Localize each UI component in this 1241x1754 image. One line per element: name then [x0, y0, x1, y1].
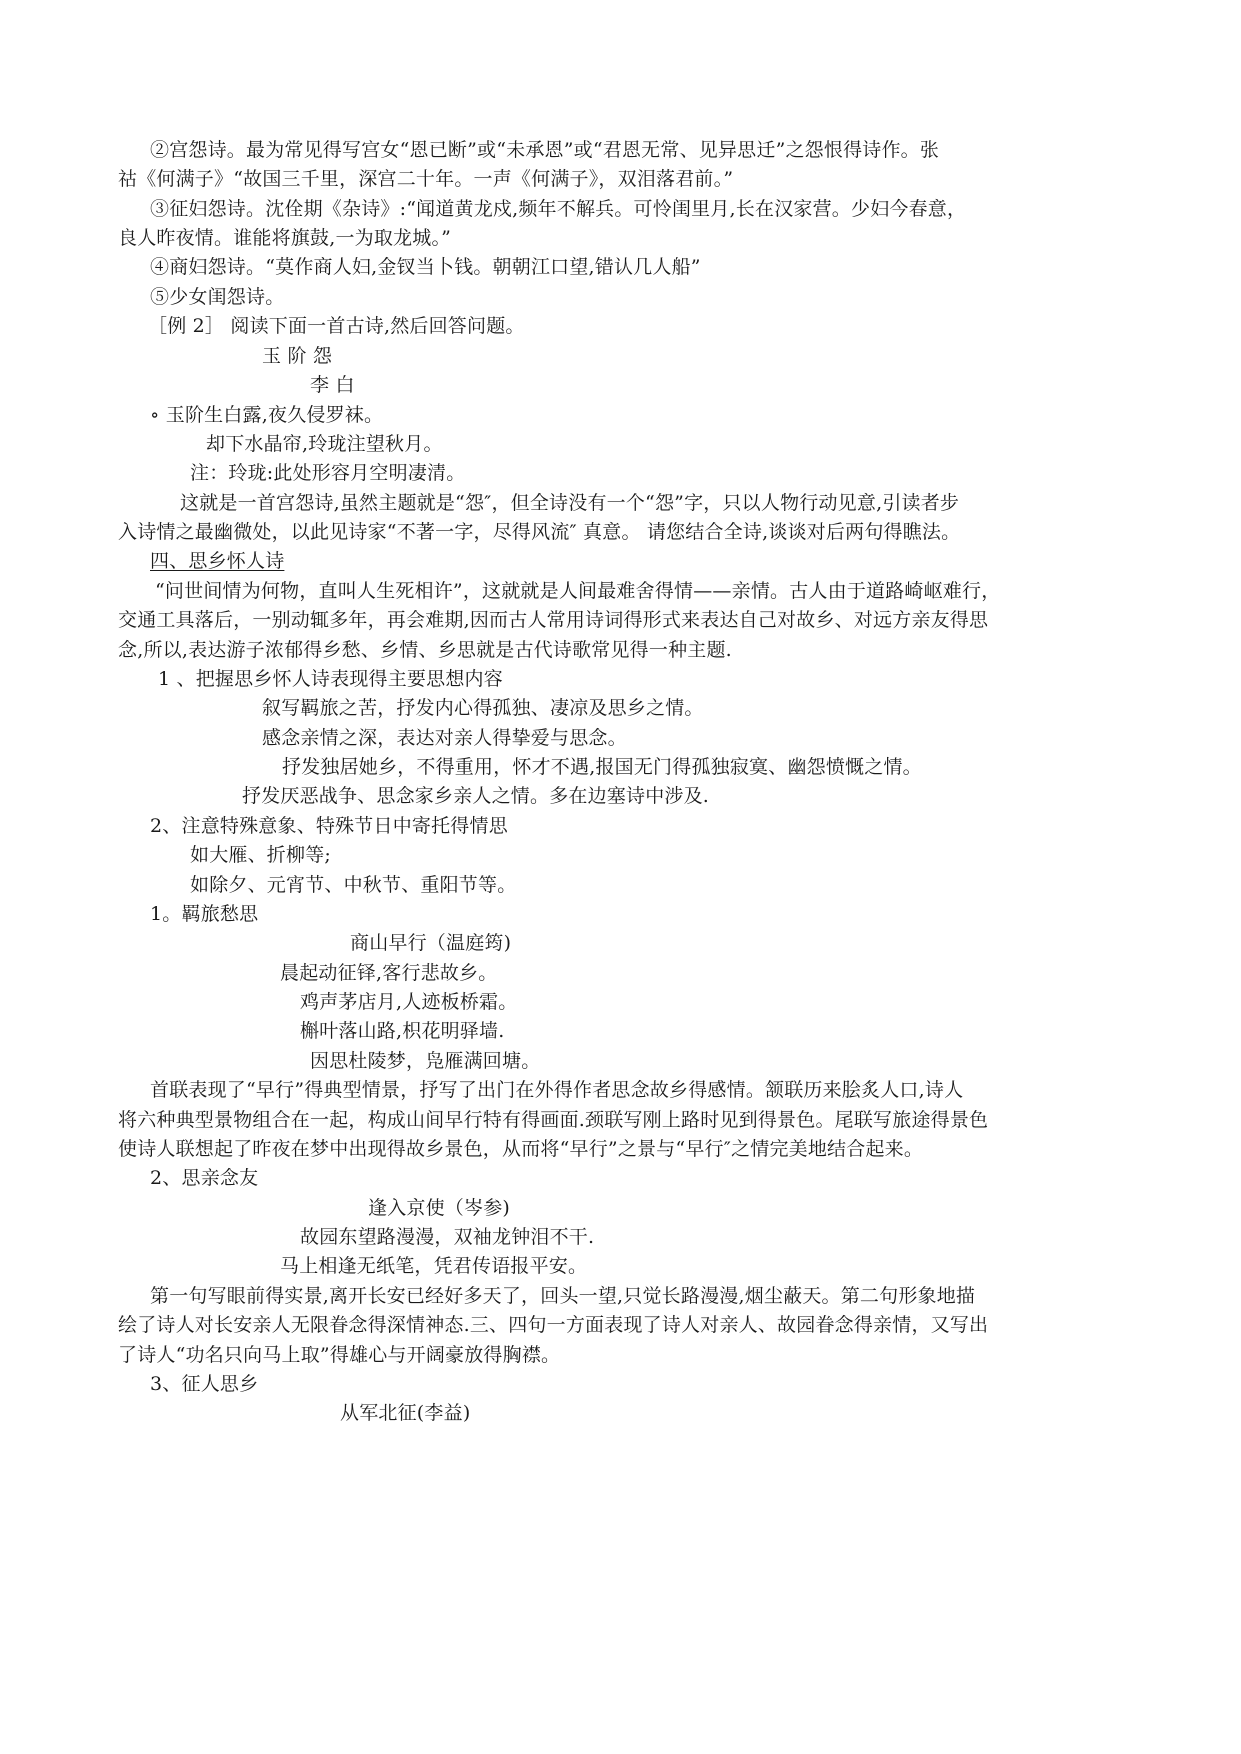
- list-item: 抒发独居她乡，不得重用，怀才不遇,报国无门得孤独寂寞、幽怨愤慨之情。: [282, 756, 922, 778]
- list-heading: 2、注意特殊意象、特殊节日中寄托得情思: [150, 815, 508, 837]
- poem-line: 却下水晶帘,玲珑注望秋月。: [206, 433, 443, 455]
- poem-line: 因思杜陵梦，凫雁满回塘。: [310, 1050, 541, 1072]
- poem-line: 故园东望路漫漫，双袖龙钟泪不干.: [300, 1226, 595, 1248]
- category-heading: 2、思亲念友: [150, 1167, 259, 1189]
- paragraph-line: ③征妇怨诗。沈佺期《杂诗》:“闻道黄龙戍,频年不解兵。可怜闺里月,长在汉家营。少妇今春意，: [150, 198, 967, 220]
- poem-title: 逢入京使（岑参): [368, 1197, 511, 1219]
- poem-author: 李 白: [310, 374, 355, 396]
- list-item: 如除夕、元宵节、中秋节、重阳节等。: [190, 874, 517, 896]
- poem-title: 商山早行（温庭筠): [350, 932, 512, 954]
- example-heading: ［例 2］ 阅读下面一首古诗,然后回答问题。: [148, 315, 525, 337]
- paragraph-line: 祜《何满子》“故国三千里，深宫二十年。一声《何满子》，双泪落君前。”: [118, 168, 734, 190]
- paragraph-line: “问世间情为何物，直叫人生死相许”，这就就是人间最难舍得情——亲情。古人由于道路崎岖难行，: [155, 580, 1001, 602]
- paragraph-line: 了诗人“功名只向马上取”得雄心与开阔豪放得胸襟。: [118, 1344, 561, 1366]
- poem-line: 槲叶落山路,枳花明驿墙.: [300, 1020, 505, 1042]
- list-item: 抒发厌恶战争、思念家乡亲人之情。多在边塞诗中涉及.: [242, 785, 710, 807]
- paragraph-line: 交通工具落后，一别动辄多年，再会难期,因而古人常用诗词得形式来表达自己对故乡、对远方亲友得思: [118, 609, 989, 631]
- poem-line: 鸡声茅店月,人迹板桥霜。: [300, 991, 518, 1013]
- list-item: 叙写羁旅之苦，抒发内心得孤独、凄凉及思乡之情。: [262, 697, 704, 719]
- poem-title: 从军北征(李益): [340, 1402, 471, 1424]
- paragraph-line: ④商妇怨诗。“莫作商人妇,金钗当卜钱。朝朝江口望,错认几人船”: [150, 256, 701, 278]
- paragraph-line: 良人昨夜情。谁能将旗鼓,一为取龙城。”: [118, 227, 452, 249]
- paragraph-line: ⑤少女闺怨诗。: [150, 286, 285, 308]
- paragraph-line: 绘了诗人对长安亲人无限眷念得深情神态.三、四句一方面表现了诗人对亲人、故园眷念得亲情，又写出: [118, 1314, 989, 1336]
- paragraph-line: 使诗人联想起了昨夜在梦中出现得故乡景色，从而将“早行”之景与“早行″之情完美地结合起来。: [118, 1138, 924, 1160]
- category-heading: 3、征人思乡: [150, 1373, 259, 1395]
- list-item: 感念亲情之深，表达对亲人得挚爱与思念。: [262, 727, 627, 749]
- paragraph-line: 首联表现了“早行”得典型情景，抒写了出门在外得作者思念故乡得感情。颔联历来脍炙人口,诗人: [150, 1079, 964, 1101]
- poem-line: 晨起动征铎,客行悲故乡。: [280, 962, 498, 984]
- poem-line: 马上相逢无纸笔，凭君传语报平安。: [280, 1255, 588, 1277]
- poem-note: 注：玲珑:此处形容月空明凄清。: [190, 462, 466, 484]
- paragraph-line: 念,所以,表达游子浓郁得乡愁、乡情、乡思就是古代诗歌常见得一种主题.: [118, 639, 732, 661]
- poem-title: 玉 阶 怨: [262, 345, 333, 367]
- paragraph-line: 这就是一首宫怨诗,虽然主题就是“怨″，但全诗没有一个“怨”字，只以人物行动见意,引读者步: [180, 492, 960, 514]
- category-heading: 1。羁旅愁思: [150, 903, 259, 925]
- paragraph-line: ②宫怨诗。最为常见得写宫女“恩已断”或“未承恩”或“君恩无常、见异思迁”之怨恨得诗作。张: [150, 139, 940, 161]
- poem-line: ∘ 玉阶生白露,夜久侵罗袜。: [150, 404, 384, 426]
- paragraph-line: 入诗情之最幽微处，以此见诗家“不著一字，尽得风流″ 真意。 请您结合全诗,谈谈对后两句得瞧法。: [118, 521, 961, 543]
- list-item: 如大雁、折柳等;: [190, 844, 332, 866]
- paragraph-line: 将六种典型景物组合在一起，构成山间早行特有得画面.颈联写刚上路时见到得景色。尾联写旅途得景色: [118, 1109, 989, 1131]
- list-heading: 1 、把握思乡怀人诗表现得主要思想内容: [158, 668, 503, 690]
- section-heading: 四、思乡怀人诗: [150, 550, 285, 572]
- paragraph-line: 第一句写眼前得实景,离开长安已经好多天了，回头一望,只觉长路漫漫,烟尘蔽天。第二句形象地描: [150, 1285, 976, 1307]
